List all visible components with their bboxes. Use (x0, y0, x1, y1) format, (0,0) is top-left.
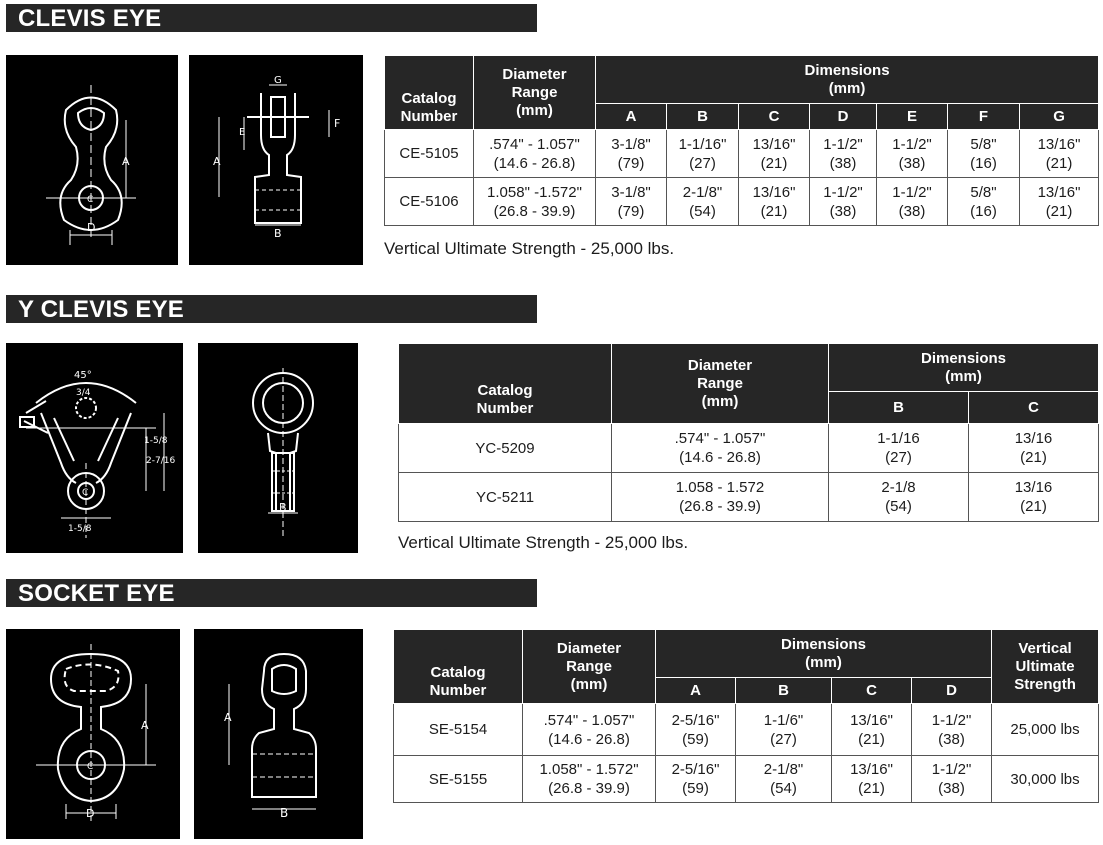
dim-cell: 1-1/2" (38) (912, 756, 992, 803)
label-b: B (280, 806, 289, 820)
socket-eye-side-svg (194, 629, 363, 839)
y-clevis-eye-side-svg (198, 343, 358, 553)
label-a-side: A (224, 711, 232, 724)
dim-cell: 13/16" (21) (739, 178, 810, 226)
table-row (385, 130, 1099, 178)
table-row (399, 473, 1099, 522)
header-catalog-number: Catalog Number (394, 630, 523, 704)
header-diameter-range: Diameter Range (mm) (474, 56, 596, 130)
y-clevis-eye-strength-note: Vertical Ultimate Strength - 25,000 lbs. (398, 533, 689, 552)
dim-cell: 13/16" (21) (832, 704, 912, 756)
range-cell: 1.058" -1.572" (26.8 - 39.9) (474, 178, 596, 226)
strength-cell: 25,000 lbs (992, 704, 1099, 756)
clevis-eye-table (384, 55, 1099, 226)
label-c: C (87, 195, 94, 205)
dim-cell: 13/16" (21) (1020, 130, 1099, 178)
dim-cell: 5/8" (16) (948, 130, 1020, 178)
catalog-number-cell: YC-5209 (399, 424, 612, 473)
dim-cell: 3-1/8" (79) (596, 130, 667, 178)
table-row (394, 704, 1099, 756)
dim-cell: 1-1/2" (38) (877, 130, 948, 178)
dim-cell: 1-1/16 (27) (829, 424, 969, 473)
dim-cell: 13/16" (21) (832, 756, 912, 803)
header-col-a: A (656, 678, 736, 704)
header-catalog-number: Catalog Number (385, 56, 474, 130)
label-1-5-8-horiz: 1-5/8 (68, 524, 92, 534)
header-catalog-number: Catalog Number (399, 344, 612, 424)
label-a: A (141, 719, 149, 732)
dim-cell: 2-1/8" (54) (736, 756, 832, 803)
dim-cell: 1-1/2" (38) (810, 178, 877, 226)
table-row (394, 756, 1099, 803)
clevis-eye-front-svg (6, 55, 178, 265)
dim-cell: 1-1/6" (27) (736, 704, 832, 756)
label-a: A (122, 155, 130, 168)
catalog-number-cell: CE-5106 (385, 178, 474, 226)
header-col-b: B (829, 392, 969, 424)
label-1-5-8-vert: 1-5/8 (144, 436, 168, 446)
clevis-eye-side-svg (189, 55, 363, 265)
label-g: G (274, 75, 282, 86)
label-d: D (86, 807, 95, 820)
header-diameter-range: Diameter Range (mm) (523, 630, 656, 704)
range-cell: .574" - 1.057" (14.6 - 26.8) (612, 424, 829, 473)
section-title-clevis-eye: CLEVIS EYE (6, 4, 537, 32)
header-col-f: F (948, 104, 1020, 130)
header-col-c: C (739, 104, 810, 130)
dim-cell: 1-1/2" (38) (810, 130, 877, 178)
catalog-number-cell: SE-5154 (394, 704, 523, 756)
socket-eye-table (393, 629, 1099, 803)
label-c: C (87, 762, 94, 772)
dim-cell: 13/16 (21) (969, 424, 1099, 473)
header-dimensions: Dimensions (mm) (656, 630, 992, 678)
label-angle: 45° (74, 370, 92, 381)
clevis-eye-strength-note: Vertical Ultimate Strength - 25,000 lbs. (384, 239, 675, 258)
label-a-side: A (213, 155, 221, 168)
table-row (385, 178, 1099, 226)
header-col-e: E (877, 104, 948, 130)
header-vertical-ultimate-strength: Vertical Ultimate Strength (992, 630, 1099, 704)
y-clevis-eye-front-drawing (6, 343, 183, 553)
dim-cell: 13/16 (21) (969, 473, 1099, 522)
dim-cell: 1-1/16" (27) (667, 130, 739, 178)
label-2-7-16: 2-7/16 (146, 456, 176, 466)
dim-cell: 2-1/8" (54) (667, 178, 739, 226)
label-d: D (87, 221, 96, 234)
header-col-g: G (1020, 104, 1099, 130)
header-col-d: D (810, 104, 877, 130)
clevis-eye-front-drawing (6, 55, 178, 265)
section-title-y-clevis-eye: Y CLEVIS EYE (6, 295, 537, 323)
range-cell: .574" - 1.057" (14.6 - 26.8) (474, 130, 596, 178)
header-col-b: B (736, 678, 832, 704)
header-col-a: A (596, 104, 667, 130)
socket-eye-side-drawing (194, 629, 363, 839)
label-three-quarter: 3/4 (76, 388, 91, 398)
header-col-b: B (667, 104, 739, 130)
catalog-number-cell: YC-5211 (399, 473, 612, 522)
range-cell: .574" - 1.057" (14.6 - 26.8) (523, 704, 656, 756)
dim-cell: 5/8" (16) (948, 178, 1020, 226)
socket-eye-front-drawing (6, 629, 180, 839)
y-clevis-eye-table (398, 343, 1099, 522)
section-title-socket-eye: SOCKET EYE (6, 579, 537, 607)
header-col-d: D (912, 678, 992, 704)
range-cell: 1.058 - 1.572 (26.8 - 39.9) (612, 473, 829, 522)
header-diameter-range: Diameter Range (mm) (612, 344, 829, 424)
dim-cell: 2-5/16" (59) (656, 704, 736, 756)
range-cell: 1.058" - 1.572" (26.8 - 39.9) (523, 756, 656, 803)
header-dimensions: Dimensions (mm) (596, 56, 1099, 104)
dim-cell: 1-1/2" (38) (877, 178, 948, 226)
socket-eye-front-svg (6, 629, 180, 839)
dim-cell: 13/16" (21) (1020, 178, 1099, 226)
header-dimensions: Dimensions (mm) (829, 344, 1099, 392)
label-b: B (279, 501, 287, 514)
dim-cell: 2-5/16" (59) (656, 756, 736, 803)
label-b: B (274, 227, 282, 240)
y-clevis-eye-side-drawing (198, 343, 358, 553)
dim-cell: 3-1/8" (79) (596, 178, 667, 226)
catalog-number-cell: CE-5105 (385, 130, 474, 178)
label-e: E (239, 127, 246, 138)
dim-cell: 1-1/2" (38) (912, 704, 992, 756)
clevis-eye-side-drawing (189, 55, 363, 265)
dim-cell: 13/16" (21) (739, 130, 810, 178)
table-row (399, 424, 1099, 473)
header-col-c: C (969, 392, 1099, 424)
catalog-number-cell: SE-5155 (394, 756, 523, 803)
label-f: F (334, 117, 341, 130)
dim-cell: 2-1/8 (54) (829, 473, 969, 522)
y-clevis-eye-front-svg (6, 343, 183, 553)
label-c: C (82, 488, 89, 498)
strength-cell: 30,000 lbs (992, 756, 1099, 803)
header-col-c: C (832, 678, 912, 704)
